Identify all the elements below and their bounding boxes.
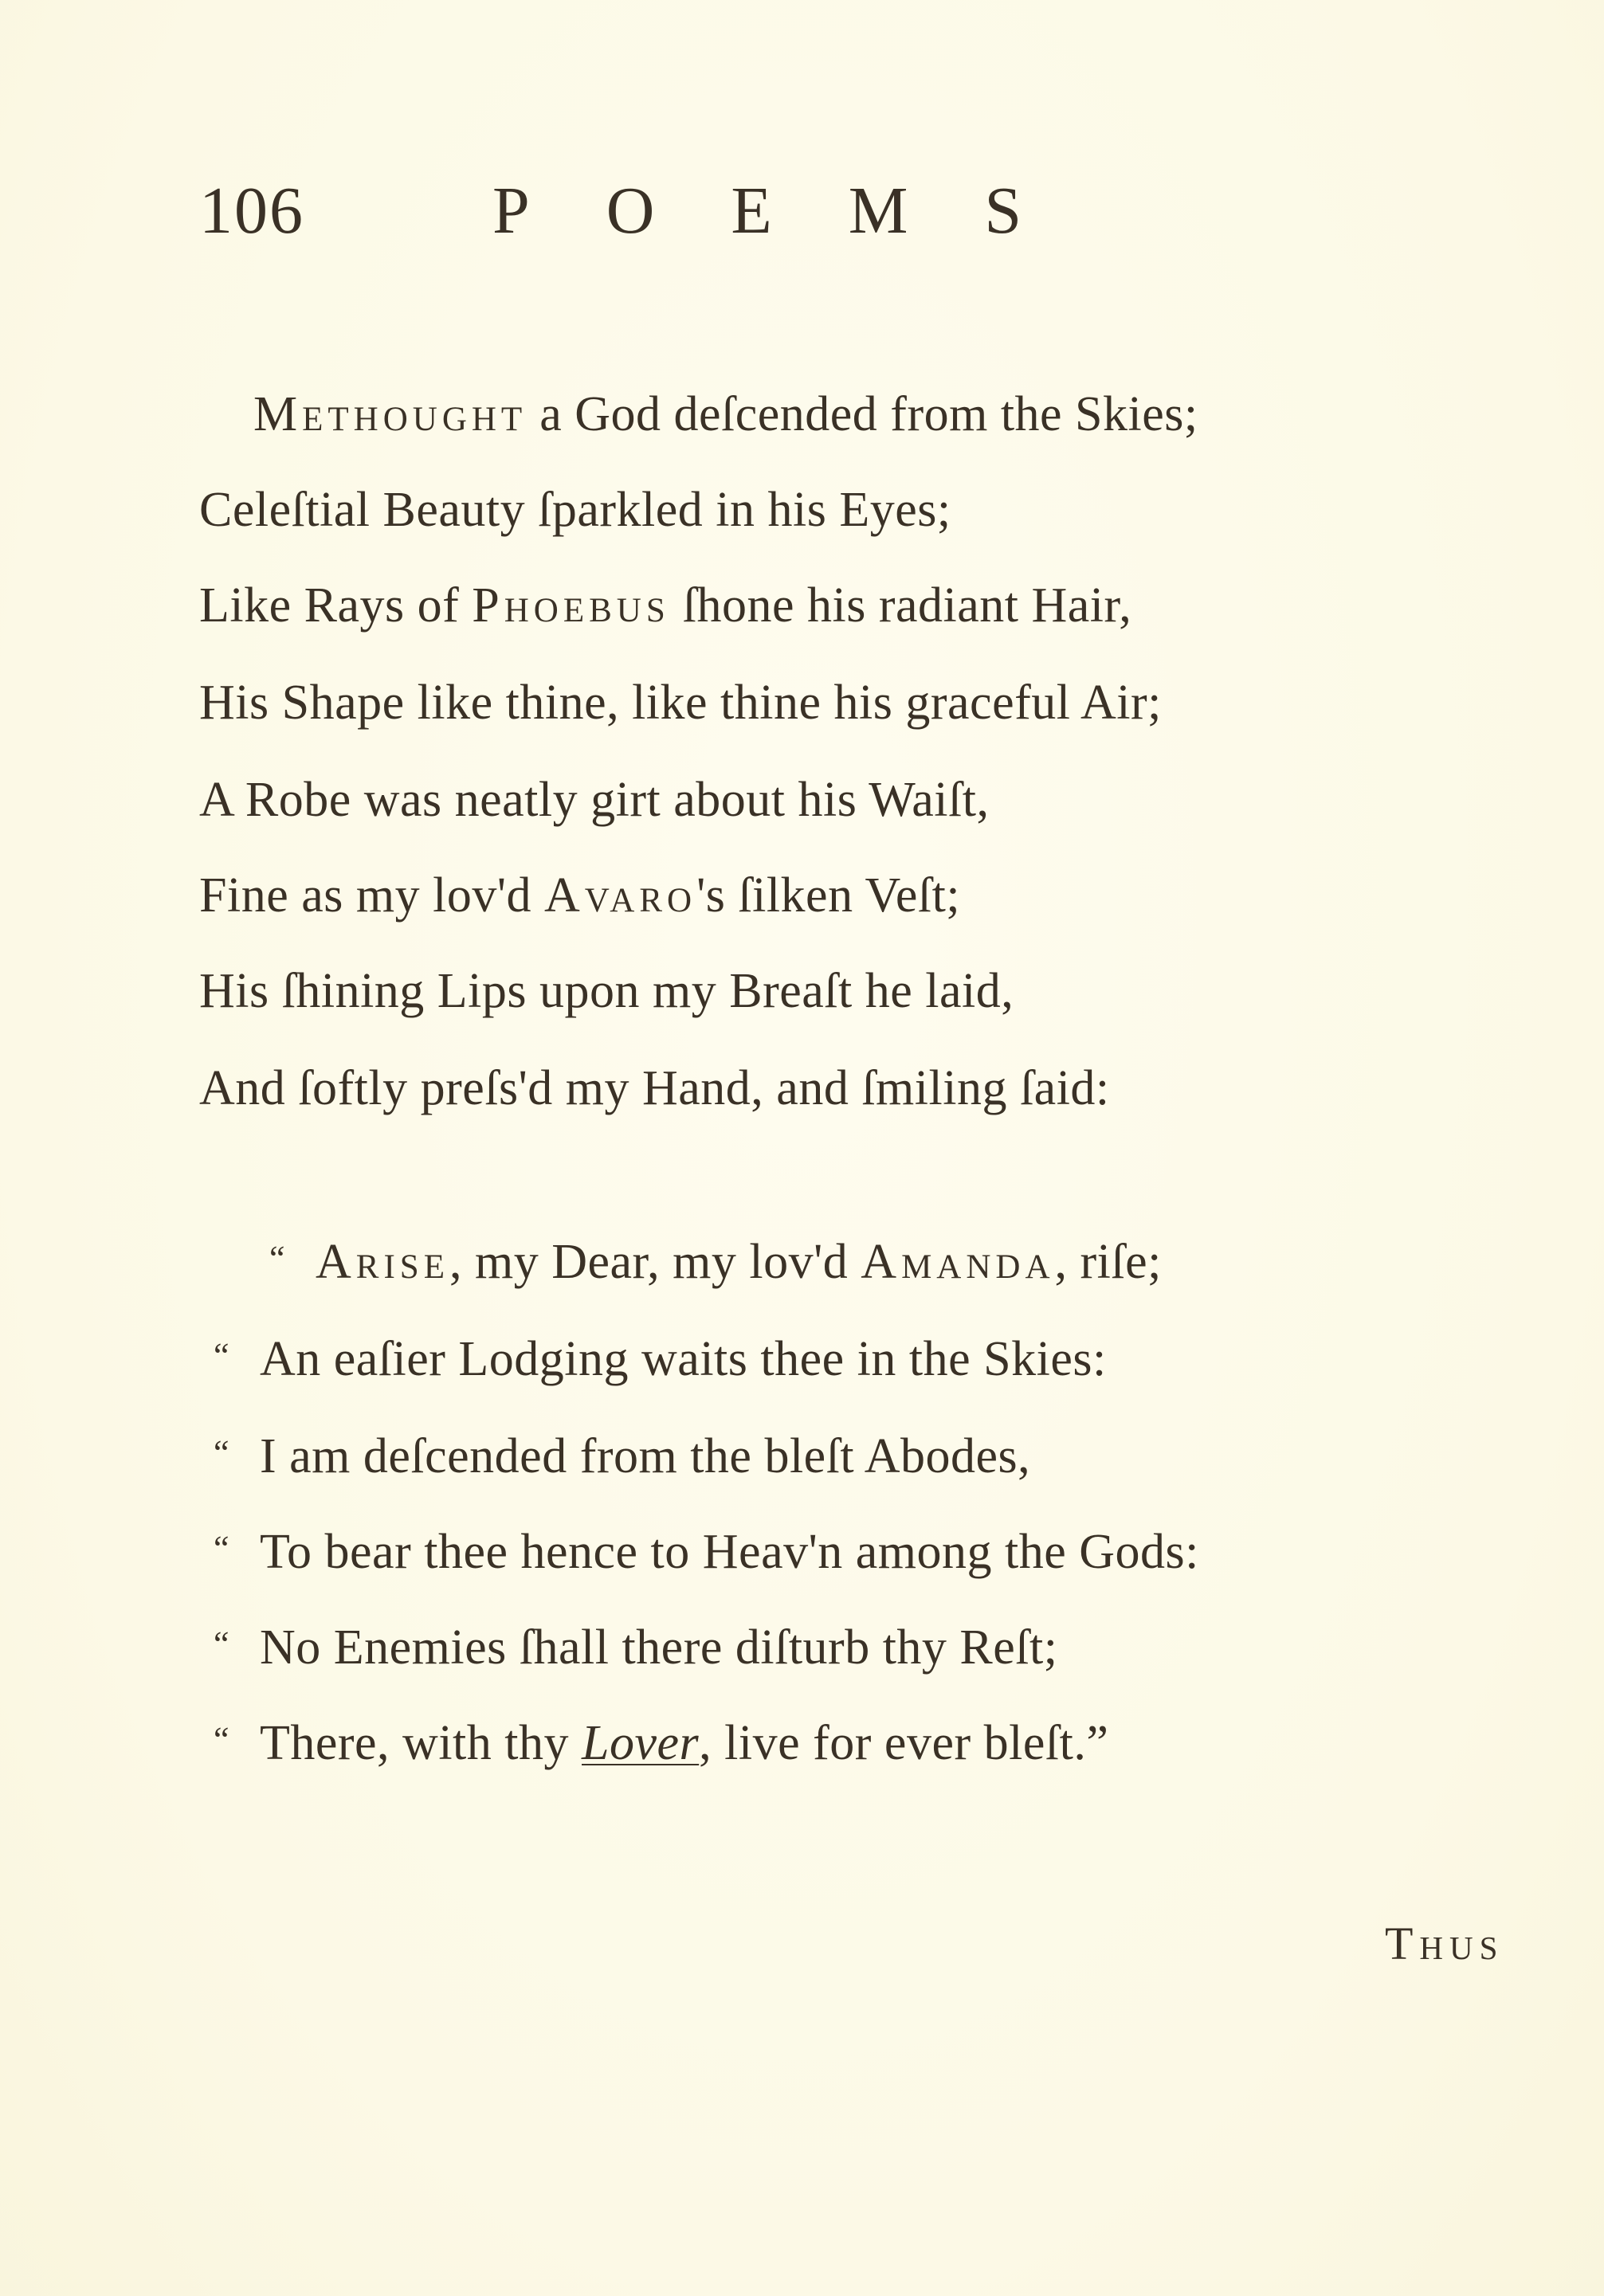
verse-line: His Shape like thine, like thine his graceful Air; xyxy=(199,676,1162,730)
verse-line: And ſoftly preſs'd my Hand, and ſmiling ſaid: xyxy=(199,1061,1110,1115)
verse-line: “ To bear thee hence to Heav'n among the Gods: xyxy=(214,1525,1199,1579)
verse-line: “ Arise, my Dear, my lov'd Amanda, riſe; xyxy=(269,1235,1162,1289)
verse-line: His ſhining Lips upon my Breaſt he laid, xyxy=(199,964,1014,1018)
verse-line: A Robe was neatly girt about his Waiſt, xyxy=(199,773,990,827)
verse-line: “ I am deſcended from the bleſt Abodes, xyxy=(214,1429,1031,1483)
verse-line: “ No Enemies ſhall there diſturb thy Reſt; xyxy=(214,1620,1058,1675)
running-title: POEMS xyxy=(492,174,1099,248)
page-header xyxy=(199,167,1235,255)
page-number: 106 xyxy=(199,174,304,248)
verse-line: “ An eaſier Lodging waits thee in the Skies: xyxy=(214,1332,1107,1386)
verse-line: Like Rays of Phoebus ſhone his radiant Hair, xyxy=(199,578,1132,633)
verse-line: Fine as my lov'd Avaro's ſilken Veſt; xyxy=(199,868,961,923)
verse-line: “ There, with thy Lover, live for ever bleſt.” xyxy=(214,1716,1109,1770)
verse-line: Methought a God deſcended from the Skies; xyxy=(253,387,1198,441)
verse-line: Celeſtial Beauty ſparkled in his Eyes; xyxy=(199,483,951,537)
catchword: Thus xyxy=(1385,1918,1504,1969)
